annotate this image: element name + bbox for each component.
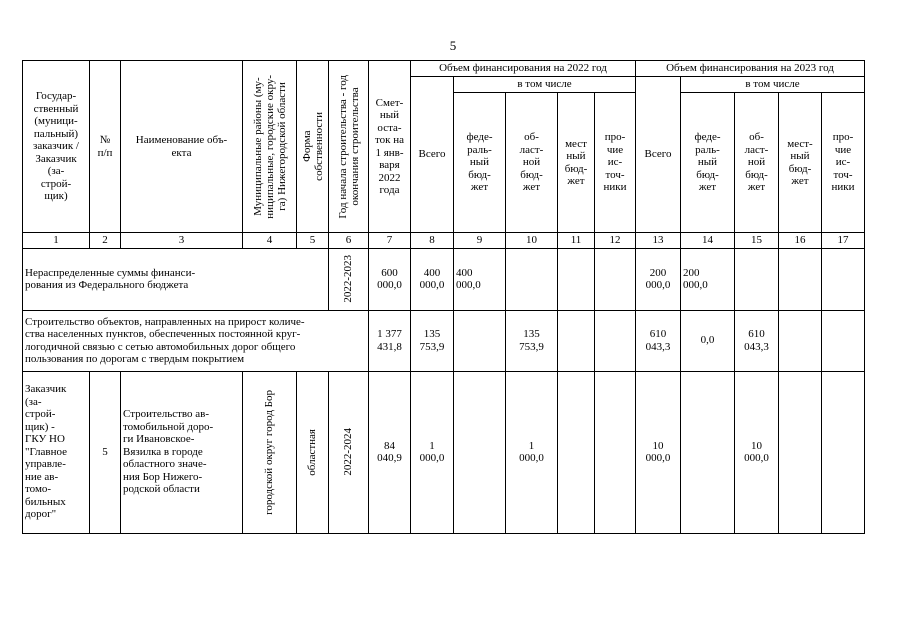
row2-federal-2022 (454, 310, 506, 371)
row3-years (329, 371, 369, 533)
row2-name: Строительство объектов, направленных на прирост количе- ства населенных пунктов, обеспеченных постоянной круг- логодичной связью с сетью автомобильных дорог общего пользования по дорогам с твердым покрытием (23, 310, 369, 371)
row3-total-2023: 10 000,0 (636, 371, 681, 533)
row1-estimate: 600 000,0 (369, 248, 411, 310)
table-row (23, 310, 865, 371)
header-other-2022: про- чие ис- точ- ники (595, 93, 636, 233)
col-number: 13 (636, 233, 681, 249)
col-number: 11 (558, 233, 595, 249)
header-total-2023: Всего (636, 77, 681, 233)
row3-local-2023 (779, 371, 822, 533)
header-group-2023: Объем финансирования на 2023 год (636, 61, 865, 77)
header-incl-2023: в том числе (681, 77, 865, 93)
col-number: 15 (735, 233, 779, 249)
header-federal-2022: феде- раль- ный бюд- жет (454, 93, 506, 233)
row1-years (329, 248, 369, 310)
col-number: 4 (243, 233, 297, 249)
header-local-2022: мест ный бюд- жет (558, 93, 595, 233)
table-row (23, 371, 865, 533)
header-customer: Государ- ственный (муници- пальный) заказчик / Заказчик (за- строй- щик) (23, 61, 90, 233)
row2-total-2023: 610 043,3 (636, 310, 681, 371)
header-group-2022: Объем финансирования на 2022 год (411, 61, 636, 77)
row3-district (243, 371, 297, 533)
header-local-2023: мест- ный бюд- жет (779, 93, 822, 233)
col-number: 17 (822, 233, 865, 249)
col-number: 1 (23, 233, 90, 249)
header-ownership-text: Форма собственности (300, 112, 325, 181)
row3-other-2022 (595, 371, 636, 533)
col-number: 12 (595, 233, 636, 249)
header-incl-2022: в том числе (454, 77, 636, 93)
row1-regional-2023 (735, 248, 779, 310)
row3-federal-2023 (681, 371, 735, 533)
row1-other-2022 (595, 248, 636, 310)
col-number: 3 (121, 233, 243, 249)
col-number: 5 (297, 233, 329, 249)
row3-total-2022: 1 000,0 (411, 371, 454, 533)
row3-ownership-text: областная (306, 428, 319, 476)
col-number: 2 (90, 233, 121, 249)
header-districts (243, 61, 297, 233)
row1-federal-2023: 200 000,0 (681, 248, 735, 310)
table-row (23, 248, 865, 310)
page-number: 5 (449, 38, 457, 53)
row3-years-text: 2022-2024 (342, 428, 355, 476)
header-ownership (297, 61, 329, 233)
col-number: 16 (779, 233, 822, 249)
row3-number: 5 (90, 371, 121, 533)
header-regional-2022: об- ласт- ной бюд- жет (506, 93, 558, 233)
row3-other-2023 (822, 371, 865, 533)
col-number: 10 (506, 233, 558, 249)
header-total-2022: Всего (411, 77, 454, 233)
row1-other-2023 (822, 248, 865, 310)
row1-total-2022: 400 000,0 (411, 248, 454, 310)
row3-federal-2022 (454, 371, 506, 533)
row3-regional-2022: 1 000,0 (506, 371, 558, 533)
row1-years-text: 2022-2023 (342, 255, 355, 303)
row3-object-name: Строительство ав- томобильной доро- ги Ивановское- Вязилка в городе областного значе- ния Бор Нижего- родской области (121, 371, 243, 533)
col-number: 14 (681, 233, 735, 249)
row3-estimate: 84 040,9 (369, 371, 411, 533)
row2-local-2022 (558, 310, 595, 371)
row1-regional-2022 (506, 248, 558, 310)
header-years-text: Год начала строительства - год окончания строительства (336, 74, 361, 219)
row2-total-2022: 135 753,9 (411, 310, 454, 371)
row3-regional-2023: 10 000,0 (735, 371, 779, 533)
header-federal-2023: феде- раль- ный бюд- жет (681, 93, 735, 233)
row1-total-2023: 200 000,0 (636, 248, 681, 310)
financing-table (22, 60, 865, 534)
col-number: 9 (454, 233, 506, 249)
column-number-row (23, 233, 865, 249)
row3-district-text: городской округ город Бор (263, 389, 276, 515)
row1-local-2023 (779, 248, 822, 310)
row1-name: Нераспределенные суммы финанси- рования из Федерального бюджета (23, 248, 329, 310)
row3-local-2022 (558, 371, 595, 533)
header-years (329, 61, 369, 233)
row1-federal-2022: 400 000,0 (454, 248, 506, 310)
header-other-2023: про- чие ис- точ- ники (822, 93, 865, 233)
row2-regional-2022: 135 753,9 (506, 310, 558, 371)
col-number: 6 (329, 233, 369, 249)
row2-regional-2023: 610 043,3 (735, 310, 779, 371)
row2-estimate: 1 377 431,8 (369, 310, 411, 371)
col-number: 8 (411, 233, 454, 249)
row2-local-2023 (779, 310, 822, 371)
row3-ownership (297, 371, 329, 533)
row2-other-2023 (822, 310, 865, 371)
header-number: № п/п (90, 61, 121, 233)
row3-customer: Заказчик (за- строй- щик) - ГКУ НО "Главное управле- ние ав- томо- бильных дорог" (23, 371, 90, 533)
header-object-name: Наименование объ- екта (121, 61, 243, 233)
col-number: 7 (369, 233, 411, 249)
header-regional-2023: об- ласт- ной бюд- жет (735, 93, 779, 233)
header-estimate: Смет- ный оста- ток на 1 янв- варя 2022 года (369, 61, 411, 233)
header-districts-text: Муниципальные районы (му- ниципальные, городские окру- га) Нижегородской области (251, 74, 288, 219)
row2-other-2022 (595, 310, 636, 371)
row2-federal-2023: 0,0 (681, 310, 735, 371)
row1-local-2022 (558, 248, 595, 310)
